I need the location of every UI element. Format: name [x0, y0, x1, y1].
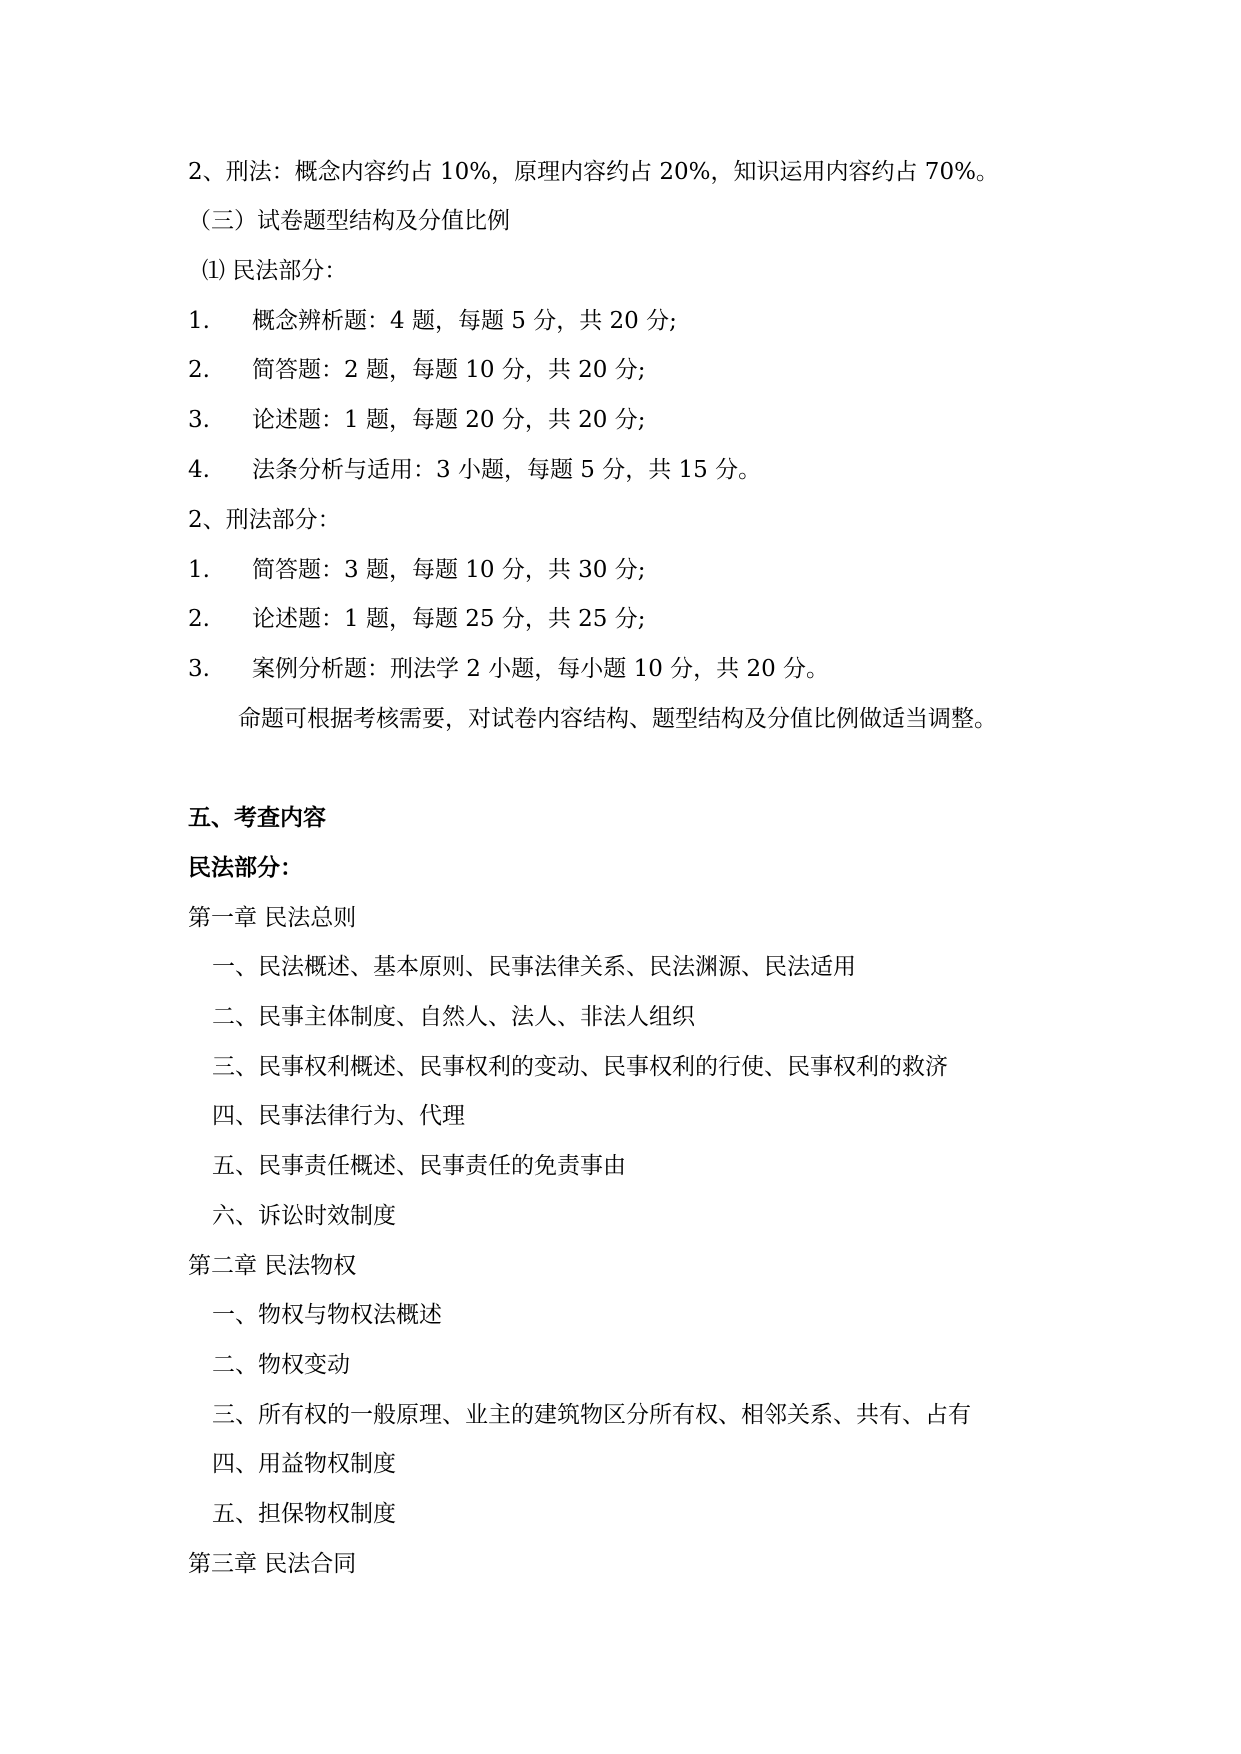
criminal-content-ratio: 2、刑法：概念内容约占 10%，原理内容约占 20%，知识运用内容约占 70%。 [188, 159, 999, 185]
civil-item-text: 概念辨析题：4 题，每题 5 分，共 20 分; [252, 308, 677, 334]
civil-part-heading: ⑴ 民法部分： [202, 258, 348, 284]
civil-item-text: 法条分析与适用：3 小题，每题 5 分，共 15 分。 [252, 457, 762, 483]
criminal-part-heading: 2、刑法部分： [188, 507, 341, 533]
civil-item-number: 4. [188, 457, 210, 483]
chapter-topic: 五、担保物权制度 [212, 1501, 396, 1527]
chapter-topic: 六、诉讼时效制度 [212, 1203, 396, 1229]
chapter-title: 第一章 民法总则 [188, 905, 357, 931]
civil-content-heading: 民法部分： [188, 854, 303, 881]
criminal-item-number: 3. [188, 656, 210, 682]
chapter-topic: 四、民事法律行为、代理 [212, 1103, 465, 1129]
criminal-item-text: 案例分析题：刑法学 2 小题，每小题 10 分，共 20 分。 [252, 656, 830, 682]
adjustment-note: 命题可根据考核需要，对试卷内容结构、题型结构及分值比例做适当调整。 [238, 706, 997, 732]
chapter-topic: 二、物权变动 [212, 1352, 350, 1378]
civil-item-text: 论述题：1 题，每题 20 分，共 20 分; [252, 407, 646, 433]
criminal-item-text: 论述题：1 题，每题 25 分，共 25 分; [252, 606, 646, 632]
chapter-topic: 三、民事权利概述、民事权利的变动、民事权利的行使、民事权利的救济 [212, 1054, 948, 1080]
criminal-item-text: 简答题：3 题，每题 10 分，共 30 分; [252, 557, 646, 583]
chapter-title: 第三章 民法合同 [188, 1551, 357, 1577]
chapter-topic: 四、用益物权制度 [212, 1451, 396, 1477]
criminal-item-number: 1. [188, 557, 210, 583]
section-heading-structure: （三）试卷题型结构及分值比例 [188, 208, 510, 234]
criminal-item-number: 2. [188, 606, 210, 632]
civil-item-number: 2. [188, 357, 210, 383]
chapter-topic: 二、民事主体制度、自然人、法人、非法人组织 [212, 1004, 695, 1030]
chapter-topic: 一、民法概述、基本原则、民事法律关系、民法渊源、民法适用 [212, 954, 856, 980]
content-section-heading: 五、考查内容 [188, 804, 326, 831]
chapter-title: 第二章 民法物权 [188, 1253, 357, 1279]
chapter-topic: 三、所有权的一般原理、业主的建筑物区分所有权、相邻关系、共有、占有 [212, 1402, 971, 1428]
civil-item-number: 1. [188, 308, 210, 334]
chapter-topic: 一、物权与物权法概述 [212, 1302, 442, 1328]
civil-item-number: 3. [188, 407, 210, 433]
chapter-topic: 五、民事责任概述、民事责任的免责事由 [212, 1153, 626, 1179]
civil-item-text: 简答题：2 题，每题 10 分，共 20 分; [252, 357, 646, 383]
